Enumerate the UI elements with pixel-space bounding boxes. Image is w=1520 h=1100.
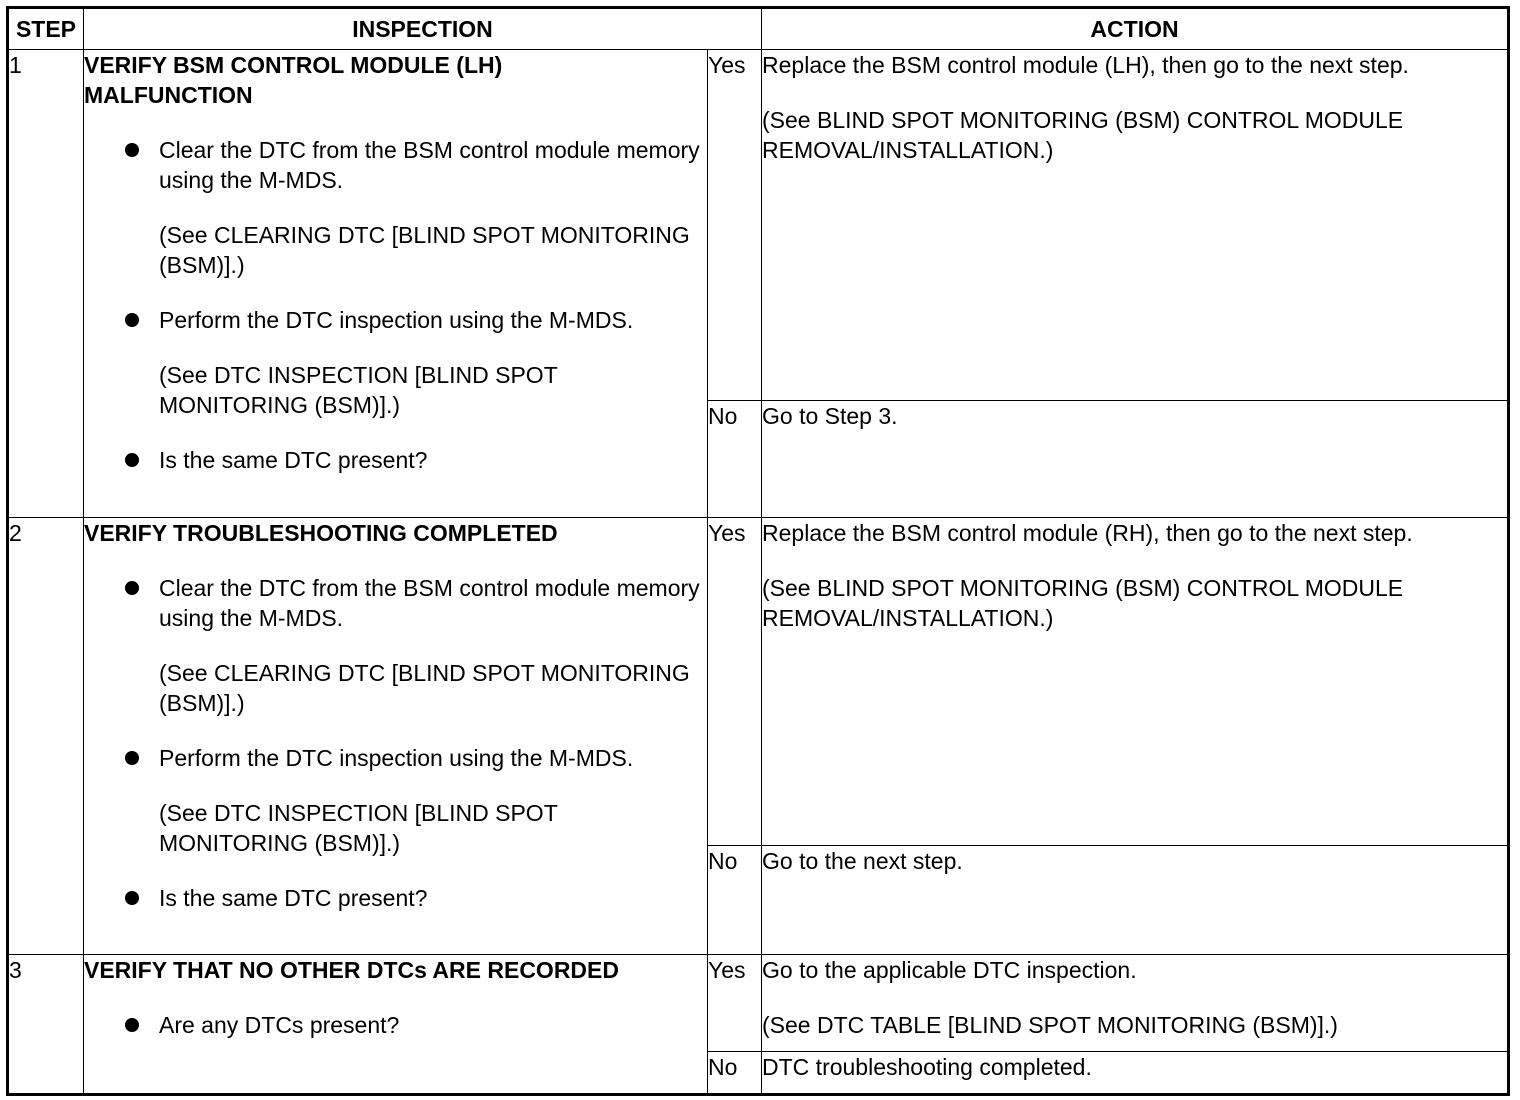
- yes-action-cell: [762, 50, 1509, 401]
- bullet-text: Clear the DTC from the BSM control module memory using the M-MDS.: [159, 137, 700, 193]
- action-reference: (See DTC TABLE [BLIND SPOT MONITORING (BSM)].): [762, 1012, 1338, 1038]
- action-reference: (See BLIND SPOT MONITORING (BSM) CONTROL MODULE REMOVAL/INSTALLATION.): [762, 107, 1404, 163]
- inspection-title: VERIFY THAT NO OTHER DTCs ARE RECORDED: [84, 957, 619, 983]
- bullet-item: [84, 883, 707, 913]
- action-text: Replace the BSM control module (LH), then go to the next step.: [762, 52, 1409, 78]
- inspection-title: VERIFY BSM CONTROL MODULE (LH) MALFUNCTION: [84, 52, 503, 108]
- header-row: [8, 8, 1509, 50]
- reference-text: (See DTC INSPECTION [BLIND SPOT MONITORING (BSM)].): [159, 800, 558, 856]
- header-inspection: INSPECTION: [84, 8, 762, 50]
- bullet-text: Clear the DTC from the BSM control module memory using the M-MDS.: [159, 575, 700, 631]
- bullet-item: [84, 445, 707, 475]
- no-label: No: [708, 401, 762, 518]
- header-step: STEP: [8, 8, 84, 50]
- no-action-cell: [762, 1052, 1509, 1095]
- step-number: 3: [8, 955, 84, 1095]
- bullet-icon: [125, 313, 139, 327]
- bullet-item: [84, 743, 707, 773]
- yes-action-cell: [762, 955, 1509, 1052]
- step-number: 1: [8, 50, 84, 518]
- header-action: ACTION: [762, 8, 1509, 50]
- bullet-text: Are any DTCs present?: [159, 1012, 400, 1038]
- inspection-title: VERIFY TROUBLESHOOTING COMPLETED: [84, 520, 558, 546]
- no-label: No: [708, 846, 762, 955]
- action-text: Go to Step 3.: [762, 403, 898, 429]
- bullet-item: [84, 135, 707, 195]
- action-text: Go to the next step.: [762, 848, 963, 874]
- action-text: DTC troubleshooting completed.: [762, 1054, 1092, 1080]
- inspection-cell: [84, 50, 708, 518]
- no-label: No: [708, 1052, 762, 1095]
- bullet-icon: [125, 453, 139, 467]
- inspection-cell: [84, 518, 708, 955]
- step-row-3-yes: [8, 955, 1509, 1052]
- troubleshooting-document: [6, 6, 1507, 1094]
- yes-label: Yes: [708, 518, 762, 846]
- bullet-icon: [125, 143, 139, 157]
- reference-text: (See CLEARING DTC [BLIND SPOT MONITORING (BSM)].): [159, 222, 690, 278]
- bullet-icon: [125, 891, 139, 905]
- no-action-cell: [762, 846, 1509, 955]
- dtc-troubleshooting-table: [6, 6, 1510, 1096]
- bullet-icon: [125, 1018, 139, 1032]
- step-number: 2: [8, 518, 84, 955]
- no-action-cell: [762, 401, 1509, 518]
- step-row-2-yes: [8, 518, 1509, 846]
- action-text: Replace the BSM control module (RH), then go to the next step.: [762, 520, 1413, 546]
- action-reference: (See BLIND SPOT MONITORING (BSM) CONTROL MODULE REMOVAL/INSTALLATION.): [762, 575, 1404, 631]
- bullet-item: [84, 573, 707, 633]
- yes-label: Yes: [708, 50, 762, 401]
- reference-text: (See DTC INSPECTION [BLIND SPOT MONITORING (BSM)].): [159, 362, 558, 418]
- bullet-text: Is the same DTC present?: [159, 885, 428, 911]
- inspection-cell: [84, 955, 708, 1095]
- yes-action-cell: [762, 518, 1509, 846]
- reference-text: (See CLEARING DTC [BLIND SPOT MONITORING (BSM)].): [159, 660, 690, 716]
- bullet-icon: [125, 751, 139, 765]
- bullet-item: [84, 305, 707, 335]
- bullet-icon: [125, 581, 139, 595]
- bullet-item: [84, 1010, 707, 1040]
- bullet-text: Perform the DTC inspection using the M-MDS.: [159, 745, 634, 771]
- bullet-text: Is the same DTC present?: [159, 447, 428, 473]
- bullet-text: Perform the DTC inspection using the M-MDS.: [159, 307, 634, 333]
- step-row-1-yes: [8, 50, 1509, 401]
- yes-label: Yes: [708, 955, 762, 1052]
- action-text: Go to the applicable DTC inspection.: [762, 957, 1137, 983]
